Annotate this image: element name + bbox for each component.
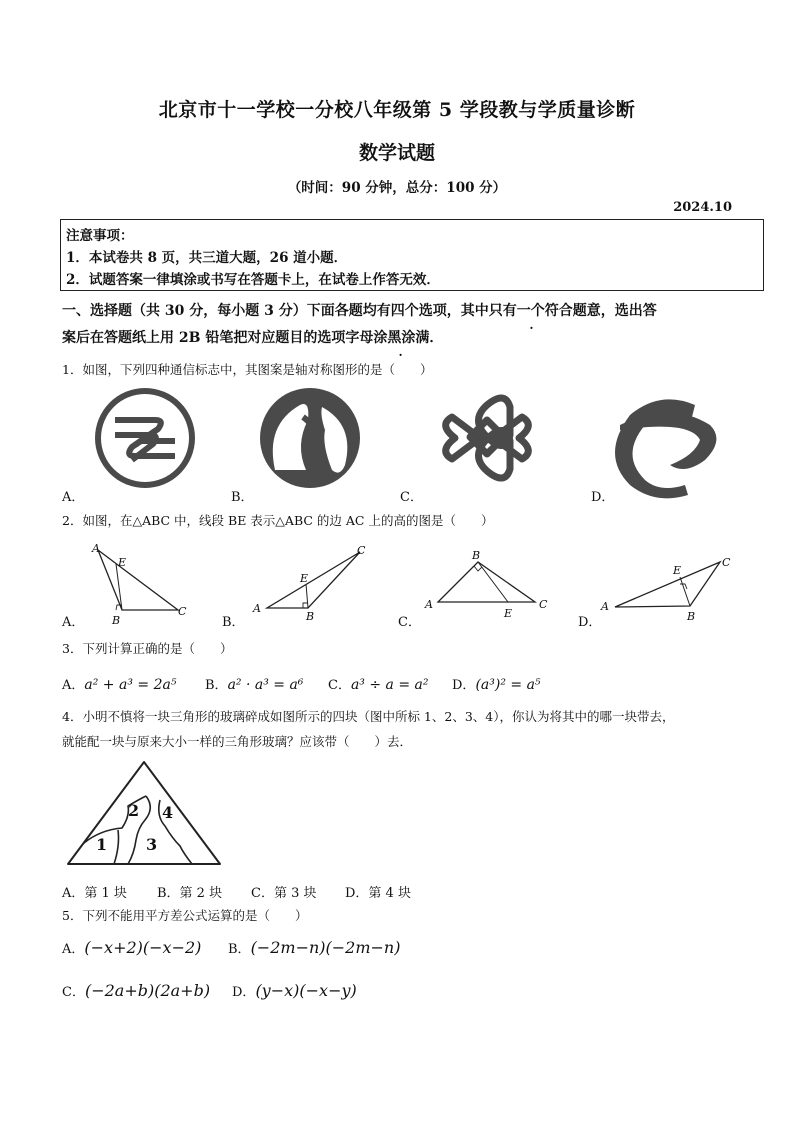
q2b-label-a: A [253, 602, 261, 615]
exam-date: 2024.10 [673, 200, 732, 215]
q5-stem: 5．下列不能用平方差公式运算的是（ ） [62, 908, 308, 923]
q4-stem-line1: 4．小明不慎将一块三角形的玻璃碎成如图所示的四块（图中所标 1、2、3、4），你认为将其中的哪一块带去， [62, 709, 675, 724]
q5-option-a-expr: (−x+2)(−x−2) [84, 938, 202, 957]
q4-option-d: D．第 4 块 [345, 886, 411, 901]
notice-box [60, 219, 764, 291]
section1-intro-part-b: 符合题意，选出答 [544, 303, 657, 319]
section1-intro-part-c: 案后在答题纸上用 2B 铅笔把对应题目的选项字母 [62, 330, 374, 346]
section1-intro [62, 298, 762, 352]
q5-option-a [62, 938, 201, 957]
q2-option-d: D． [578, 615, 602, 630]
q4-piece-4: 4 [162, 803, 174, 822]
q2d-label-b: B [687, 610, 696, 623]
notice-item-1: 1．本试卷共 8 页，共三道大题，26 道小题． [66, 250, 348, 266]
q4-option-b: B．第 2 块 [157, 886, 223, 901]
q5-option-c-expr: (−2a+b)(2a+b) [84, 981, 211, 1000]
q4-outer-triangle [68, 762, 220, 864]
q2d-label-a: A [601, 600, 609, 613]
q1-option-b: B． [231, 490, 254, 505]
emphasis-fill: 涂黑涂满 [373, 330, 430, 346]
q4-piece-2: 2 [128, 801, 140, 820]
q3-option-c-letter: C． [328, 678, 351, 693]
q2c-label-a: A [425, 598, 433, 611]
q2c-label-e: E [504, 607, 513, 620]
notice-heading: 注意事项： [66, 228, 134, 244]
q3-option-d [452, 674, 541, 693]
q3-stem: 3．下列计算正确的是（ ） [62, 641, 233, 656]
q2c-label-c: C [539, 598, 548, 611]
q3-option-a-expr: a² + a³ = 2a⁵ [84, 677, 177, 693]
q5-option-b-letter: B． [228, 942, 251, 957]
q3-option-c [328, 674, 428, 693]
q2b-label-b: B [306, 610, 315, 623]
q2b-label-e: E [300, 572, 309, 585]
q3-option-a [62, 674, 176, 693]
q3-option-c-expr: a³ ÷ a = a² [350, 677, 429, 693]
logo-china-mobile [95, 388, 195, 488]
q5-option-b [228, 938, 400, 957]
q2-option-c: C． [398, 615, 421, 630]
logo-china-knot [446, 398, 529, 478]
q3-option-d-letter: D． [452, 678, 476, 693]
q2-triangle-d [615, 562, 720, 607]
q3-option-d-expr: (a³)² = a⁵ [475, 677, 541, 693]
q1-option-c: C． [400, 490, 423, 505]
q4-broken-glass [60, 758, 230, 870]
q5-option-c-letter: C． [62, 985, 85, 1000]
logo-circle-n [260, 388, 360, 488]
q3-option-b-expr: a² · a³ = a⁶ [227, 677, 304, 693]
q2b-label-c: C [357, 544, 366, 557]
q5-option-d-letter: D． [232, 985, 256, 1000]
q1-option-d: D． [591, 490, 615, 505]
q2-option-b: B． [222, 615, 245, 630]
q1-option-a: A． [62, 490, 85, 505]
section1-intro-part-a: 一、选择题（共 30 分，每小题 3 分）下面各题均有四个选项，其中只有 [62, 303, 517, 319]
q2a-label-a: A [92, 542, 100, 555]
q5-option-a-letter: A． [62, 942, 85, 957]
q5-option-d [232, 981, 357, 1000]
q4-option-a: A．第 1 块 [62, 886, 127, 901]
q2c-label-b: B [472, 549, 481, 562]
q2-stem: 2．如图，在△ABC 中，线段 BE 表示△ABC 的边 AC 上的高的图是（ ） [62, 513, 494, 528]
q3-option-a-letter: A． [62, 678, 85, 693]
q2a-label-c: C [178, 605, 187, 618]
q4-piece-1: 1 [96, 835, 108, 854]
exam-subtitle: 数学试题 [358, 142, 435, 164]
exam-title: 北京市十一学校一分校八年级第 5 学段教与学质量诊断 [158, 99, 636, 121]
q3-option-b [205, 674, 303, 693]
q2d-label-e: E [673, 564, 682, 577]
q5-option-c [62, 981, 210, 1000]
logo-china-telecom [615, 399, 716, 498]
q2-option-a: A． [62, 615, 85, 630]
q3-option-b-letter: B． [205, 678, 228, 693]
q4-piece-3: 3 [146, 835, 158, 854]
q5-option-d-expr: (y−x)(−x−y) [255, 981, 357, 1000]
q2a-label-b: B [112, 614, 121, 627]
section1-intro-part-d: ． [429, 330, 444, 346]
notice-item-2: 2．试题答案一律填涂或书写在答题卡上，在试卷上作答无效． [66, 272, 440, 288]
q2-triangle-c [438, 562, 535, 602]
q2-triangle-a [98, 550, 178, 610]
q5-option-b-expr: (−2m−n)(−2m−n) [250, 938, 401, 957]
q2a-label-e: E [118, 556, 127, 569]
q2d-label-c: C [722, 556, 731, 569]
q4-option-c: C．第 3 块 [251, 886, 317, 901]
q1-stem: 1．如图，下列四种通信标志中，其图案是轴对称图形的是（ ） [62, 362, 433, 377]
q4-stem-line2: 就能配一块与原来大小一样的三角形玻璃？应该带（ ）去． [62, 734, 413, 749]
exam-info: （时间：90 分钟，总分：100 分） [287, 180, 507, 196]
emphasis-one: 一个 [516, 303, 545, 319]
q2-triangle-b [267, 552, 360, 608]
